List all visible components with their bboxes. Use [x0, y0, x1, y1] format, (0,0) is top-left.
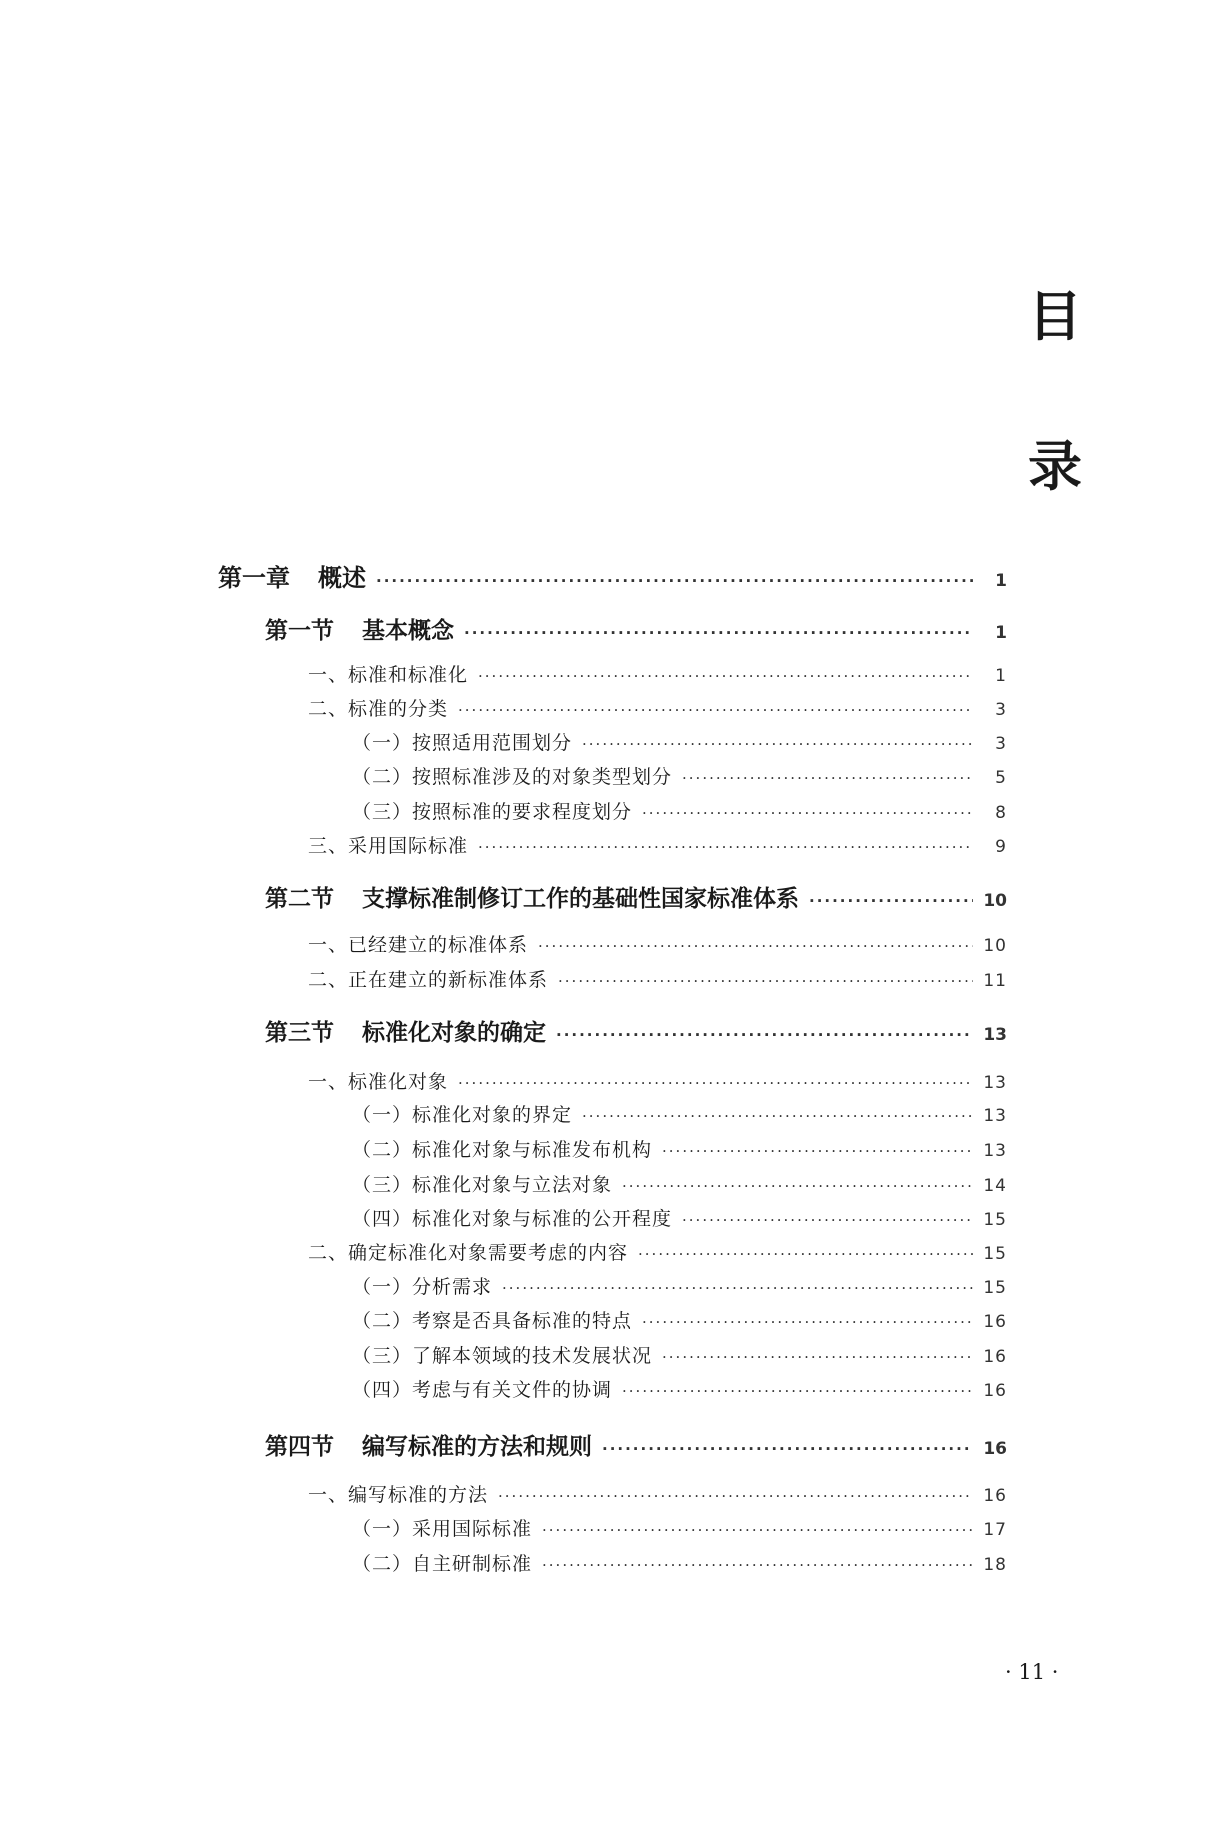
- toc-entry-label: [352, 1170, 612, 1197]
- toc-entry-label: [352, 1514, 532, 1541]
- toc-entry-page: 13: [983, 1106, 1007, 1126]
- toc-entry-label: [308, 1067, 448, 1094]
- toc-entry-label: [352, 1100, 572, 1127]
- toc-entry-label: [352, 797, 632, 824]
- toc-entry-page: 17: [983, 1520, 1007, 1540]
- dot-leader: [556, 1026, 973, 1044]
- toc-entry-item: [308, 965, 1007, 992]
- toc-entry-page: 3: [995, 734, 1007, 754]
- toc-entry-label: [308, 694, 448, 721]
- toc-entry-label: [352, 1272, 492, 1299]
- toc-entry-sub: [352, 797, 1007, 824]
- toc-entry-page: 15: [983, 1244, 1007, 1264]
- toc-entry-label: [352, 1204, 672, 1231]
- dot-leader: [642, 804, 973, 822]
- toc-entry-sub: [352, 762, 1007, 789]
- toc-entry-text: 编写标准的方法和规则: [362, 1434, 592, 1460]
- toc-entry-text: 二、标准的分类: [308, 698, 449, 720]
- toc-entry-label: [352, 1306, 632, 1333]
- toc-entry-number: 第三节: [265, 1020, 334, 1046]
- toc-entry-page: 13: [983, 1141, 1007, 1161]
- toc-entry-text: （一）按照适用范围划分: [352, 732, 573, 754]
- toc-entry-label: [308, 1480, 488, 1507]
- toc-entry-label: [308, 930, 528, 957]
- toc-entry-number: 第一章: [218, 564, 290, 592]
- toc-entry-item: [308, 831, 1007, 858]
- toc-entry-sub: [352, 1204, 1007, 1231]
- toc-entry-page: 13: [983, 1025, 1007, 1045]
- dot-leader: [582, 735, 973, 753]
- toc-entry-page: 15: [983, 1278, 1007, 1298]
- toc-entry-text: 一、编写标准的方法: [308, 1484, 489, 1506]
- toc-entry-text: （二）按照标准涉及的对象类型划分: [352, 766, 673, 788]
- toc-entry-text: 三、采用国际标准: [308, 835, 469, 857]
- dot-leader: [542, 1521, 973, 1539]
- dot-leader: [464, 624, 973, 642]
- toc-title-char-2: 录: [1028, 435, 1082, 498]
- toc-entry-sub: [352, 1375, 1007, 1402]
- toc-entry-page: 16: [983, 1439, 1007, 1459]
- toc-entry-text: 支撑标准制修订工作的基础性国家标准体系: [362, 886, 799, 912]
- dot-leader: [638, 1245, 973, 1263]
- toc-entry-page: 16: [983, 1312, 1007, 1332]
- toc-entry-sub: [352, 1341, 1007, 1368]
- toc-entry-page: 16: [983, 1381, 1007, 1401]
- toc-entry-sub: [352, 728, 1007, 755]
- toc-entry-item: [308, 660, 1007, 687]
- toc-entry-item: [308, 1238, 1007, 1265]
- toc-entry-page: 9: [995, 837, 1007, 857]
- toc-entry-label: [265, 880, 799, 913]
- dot-leader: [558, 972, 973, 990]
- toc-entry-label: [308, 831, 468, 858]
- toc-entry-page: 11: [983, 971, 1007, 991]
- toc-entry-page: 1: [995, 571, 1007, 591]
- toc-entry-label: [265, 1428, 592, 1461]
- toc-entry-label: [265, 1014, 546, 1047]
- dot-leader: [602, 1440, 973, 1458]
- toc-entry-page: 15: [983, 1210, 1007, 1230]
- dot-leader: [458, 701, 973, 719]
- toc-entry-page: 1: [995, 623, 1007, 643]
- toc-entry-text: 一、标准化对象: [308, 1071, 449, 1093]
- toc-entry-label: [352, 1375, 612, 1402]
- toc-entry-page: 14: [983, 1176, 1007, 1196]
- toc-entry-label: [352, 1135, 652, 1162]
- page-number: · 11 ·: [1005, 1660, 1059, 1684]
- dot-leader: [662, 1348, 973, 1366]
- toc-entry-text: （四）考虑与有关文件的协调: [352, 1379, 613, 1401]
- toc-entry-text: （一）分析需求: [352, 1276, 493, 1298]
- toc-entry-number: 第二节: [265, 886, 334, 912]
- dot-leader: [662, 1142, 973, 1160]
- toc-entry-label: [308, 1238, 628, 1265]
- toc-entry-number: 第四节: [265, 1434, 334, 1460]
- dot-leader: [582, 1107, 973, 1125]
- toc-entry-text: （二）考察是否具备标准的特点: [352, 1310, 633, 1332]
- toc-entry-text: 二、确定标准化对象需要考虑的内容: [308, 1242, 629, 1264]
- dot-leader: [478, 667, 973, 685]
- toc-entry-chapter: [218, 558, 1007, 593]
- toc-entry-text: （二）自主研制标准: [352, 1553, 533, 1575]
- dot-leader: [458, 1074, 973, 1092]
- dot-leader: [502, 1279, 973, 1297]
- toc-entry-item: [308, 1067, 1007, 1094]
- dot-leader: [542, 1556, 973, 1574]
- toc-entry-section: [265, 1428, 1007, 1461]
- toc-entry-page: 5: [995, 768, 1007, 788]
- toc-entry-page: 1: [995, 666, 1007, 686]
- toc-entry-text: 一、已经建立的标准体系: [308, 934, 529, 956]
- toc-entry-sub: [352, 1306, 1007, 1333]
- toc-entry-text: 一、标准和标准化: [308, 664, 469, 686]
- toc-entry-text: （四）标准化对象与标准的公开程度: [352, 1208, 673, 1230]
- dot-leader: [642, 1313, 973, 1331]
- toc-entry-item: [308, 694, 1007, 721]
- toc-entry-sub: [352, 1272, 1007, 1299]
- toc-entry-sub: [352, 1549, 1007, 1576]
- toc-entry-label: [265, 612, 454, 645]
- toc-entry-sub: [352, 1514, 1007, 1541]
- toc-entry-page: 16: [983, 1347, 1007, 1367]
- toc-entry-text: （二）标准化对象与标准发布机构: [352, 1139, 653, 1161]
- dot-leader: [498, 1487, 973, 1505]
- toc-entry-section: [265, 880, 1007, 913]
- toc-entry-sub: [352, 1135, 1007, 1162]
- toc-entry-text: 概述: [318, 564, 366, 592]
- toc-entry-text: 基本概念: [362, 618, 454, 644]
- toc-entry-text: （三）标准化对象与立法对象: [352, 1174, 613, 1196]
- dot-leader: [682, 769, 973, 787]
- toc-entry-item: [308, 1480, 1007, 1507]
- toc-entry-label: [218, 558, 366, 593]
- toc-entry-text: （一）采用国际标准: [352, 1518, 533, 1540]
- toc-entry-text: （一）标准化对象的界定: [352, 1104, 573, 1126]
- toc-entry-label: [308, 965, 548, 992]
- toc-entry-label: [308, 660, 468, 687]
- toc-entry-sub: [352, 1170, 1007, 1197]
- dot-leader: [376, 572, 973, 590]
- toc-entry-page: 10: [983, 891, 1007, 911]
- dot-leader: [682, 1211, 973, 1229]
- toc-entry-text: （三）了解本领域的技术发展状况: [352, 1345, 653, 1367]
- toc-entry-page: 8: [995, 803, 1007, 823]
- toc-entry-text: （三）按照标准的要求程度划分: [352, 801, 633, 823]
- toc-entry-page: 18: [983, 1555, 1007, 1575]
- toc-entry-item: [308, 930, 1007, 957]
- toc-entry-text: 二、正在建立的新标准体系: [308, 969, 549, 991]
- dot-leader: [622, 1177, 973, 1195]
- toc-entry-page: 10: [983, 936, 1007, 956]
- toc-entry-label: [352, 762, 672, 789]
- toc-entry-text: 标准化对象的确定: [362, 1020, 546, 1046]
- dot-leader: [622, 1382, 973, 1400]
- toc-entry-page: 16: [983, 1486, 1007, 1506]
- toc-entry-label: [352, 728, 572, 755]
- toc-entry-page: 13: [983, 1073, 1007, 1093]
- dot-leader: [538, 937, 973, 955]
- toc-entry-page: 3: [995, 700, 1007, 720]
- toc-entry-label: [352, 1341, 652, 1368]
- toc-entry-sub: [352, 1100, 1007, 1127]
- toc-entry-label: [352, 1549, 532, 1576]
- dot-leader: [809, 892, 973, 910]
- dot-leader: [478, 838, 973, 856]
- toc-entry-number: 第一节: [265, 618, 334, 644]
- toc-entry-section: [265, 1014, 1007, 1047]
- toc-title-char-1: 目: [1028, 285, 1082, 348]
- toc-entry-section: [265, 612, 1007, 645]
